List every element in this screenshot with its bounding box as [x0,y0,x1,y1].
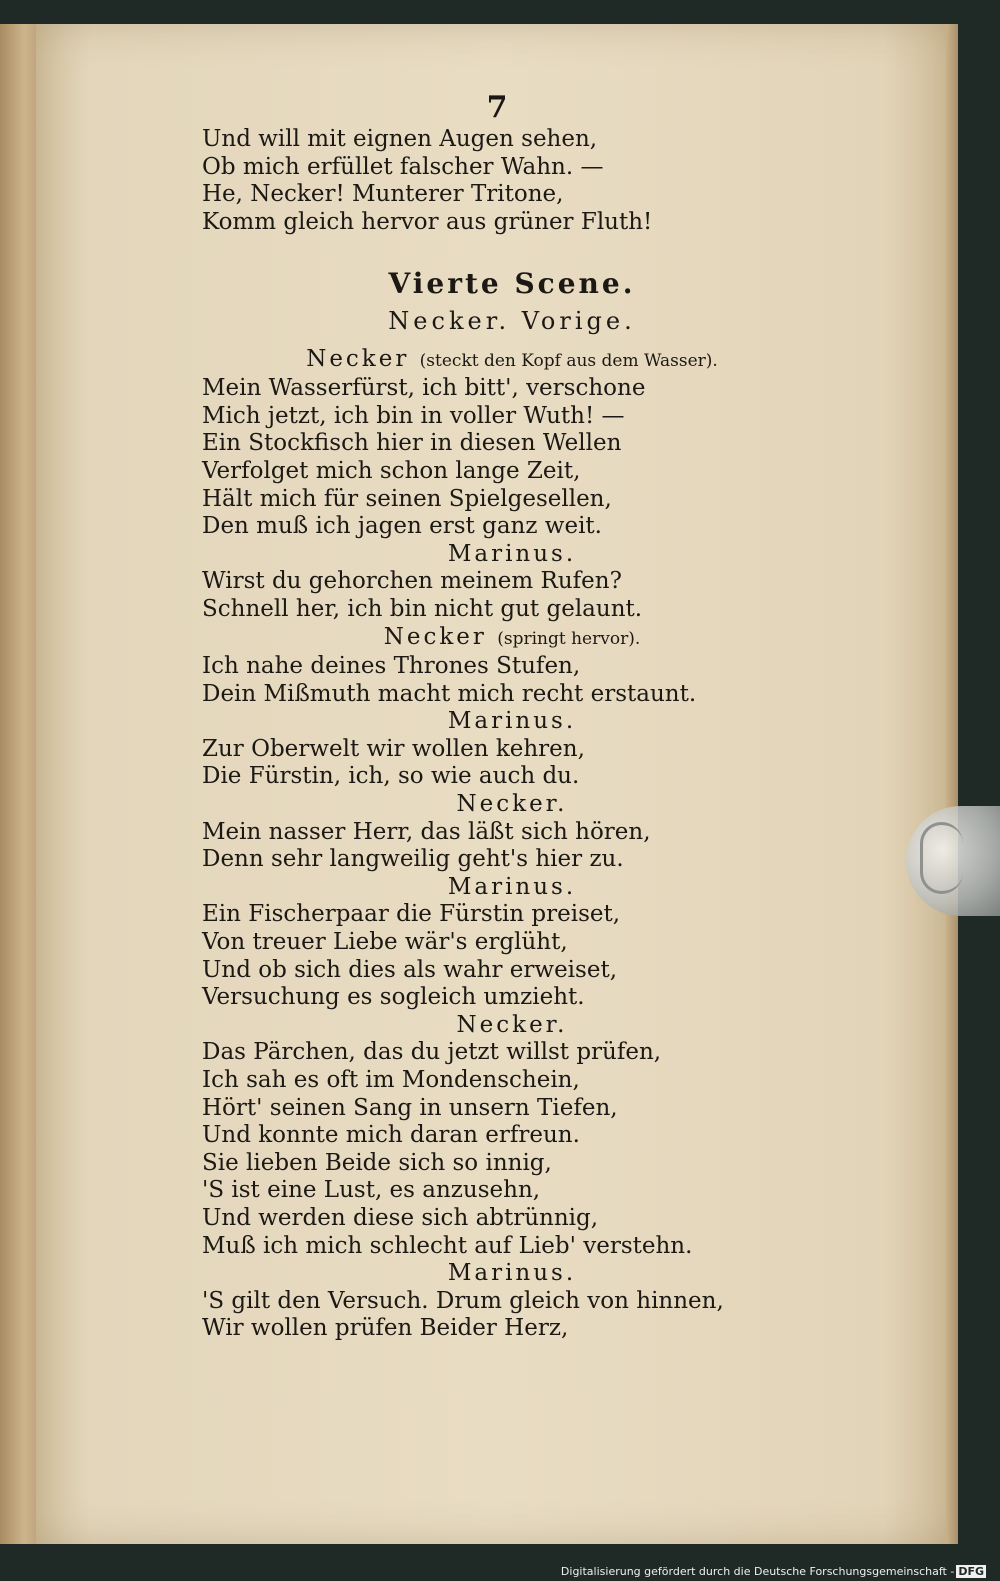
verse-line: Und ob sich dies als wahr erweiset, [202,956,618,983]
speaker-heading [202,791,822,819]
verse-line: Schnell her, ich bin nicht gut gelaunt. [202,595,643,622]
verse-line: Muß ich mich schlecht auf Lieb' verstehn. [202,1232,693,1259]
speaker-name: Necker. [456,1011,568,1038]
verse-line: Mein Wasserfürst, ich bitt', verschone [202,375,646,402]
footer-credit [561,1565,986,1578]
scene-title: Vierte Scene. [388,267,636,301]
verse-line: 'S gilt den Versuch. Drum gleich von hinnen, [202,1287,724,1314]
stage-direction: (steckt den Kopf aus dem Wasser). [419,350,718,371]
verse-line: Von treuer Liebe wär's erglüht, [202,929,568,956]
verse-line: Versuchung es sogleich umzieht. [202,984,585,1011]
verse-line: Zur Oberwelt wir wollen kehren, [202,735,585,762]
speaker-name: Necker [306,345,410,372]
opening-lines [202,126,822,236]
dialogue [202,346,822,1343]
verse-line: Hält mich für seinen Spielgesellen, [202,485,612,512]
verse-line: Wir wollen prüfen Beider Herz, [202,1315,569,1342]
speaker-heading [202,874,822,902]
verse-line: Ich nahe deines Thrones Stufen, [202,653,581,680]
page-number: 7 [486,90,508,125]
verse-line: Verfolget mich schon lange Zeit, [202,457,581,484]
stage-direction: (springt hervor). [497,628,641,649]
verse-line: Das Pärchen, das du jetzt willst prüfen, [202,1039,662,1066]
dfg-logo: DFG [958,1565,984,1578]
speaker-name: Necker. [456,791,568,818]
verse-line: Ein Fischerpaar die Fürstin preiset, [202,901,621,928]
speaker-heading [202,541,822,569]
speaker-heading [202,346,822,376]
book-spine [0,24,40,1544]
verse-line: 'S ist eine Lust, es anzusehn, [202,1177,541,1204]
verse-line: Hört' seinen Sang in unsern Tiefen, [202,1094,618,1121]
verse-line: Ich sah es oft im Mondenschein, [202,1067,580,1093]
speaker-name: Marinus. [447,708,577,735]
verse-line: Und konnte mich daran erfreun. [202,1122,580,1149]
paper-clip-loop [920,822,963,894]
verse-line: Sie lieben Beide sich so innig, [202,1149,552,1176]
verse-line: Und werden diese sich abtrünnig, [202,1204,599,1231]
verse-line: Mein nasser Herr, das läßt sich hören, [202,818,651,845]
speaker-heading [202,708,822,736]
speaker-heading [202,1260,822,1288]
cast-list: Necker. Vorige. [388,306,636,335]
verse-line: Dein Mißmuth macht mich recht erstaunt. [202,680,697,707]
speaker-name: Marinus. [447,1260,577,1287]
verse-line: Wirst du gehorchen meinem Rufen? [202,568,622,595]
speaker-name: Marinus. [447,873,577,900]
verse-line: Ob mich erfüllet falscher Wahn. — [202,153,604,180]
speaker-heading [202,624,822,654]
page-edge [946,24,958,1544]
verse-line: Ein Stockfisch hier in diesen Wellen [202,430,622,457]
speaker-name: Marinus. [447,540,577,567]
verse-line: Mich jetzt, ich bin in voller Wuth! — [202,402,625,429]
verse-line: Denn sehr langweilig geht's hier zu. [202,846,624,873]
footer-text: Digitalisierung gefördert durch die Deutsche Forschungsgemeinschaft - [560,1565,955,1578]
verse-line: Komm gleich hervor aus grüner Fluth! [202,208,653,235]
speaker-name: Necker [383,623,487,650]
verse-line: Die Fürstin, ich, so wie auch du. [202,763,580,790]
verse-line: Und will mit eignen Augen sehen, [202,126,598,152]
verse-line: Den muß ich jagen erst ganz weit. [202,513,602,540]
verse-line: He, Necker! Munterer Tritone, [202,181,564,208]
speaker-heading [202,1012,822,1040]
page-text [202,126,822,1343]
